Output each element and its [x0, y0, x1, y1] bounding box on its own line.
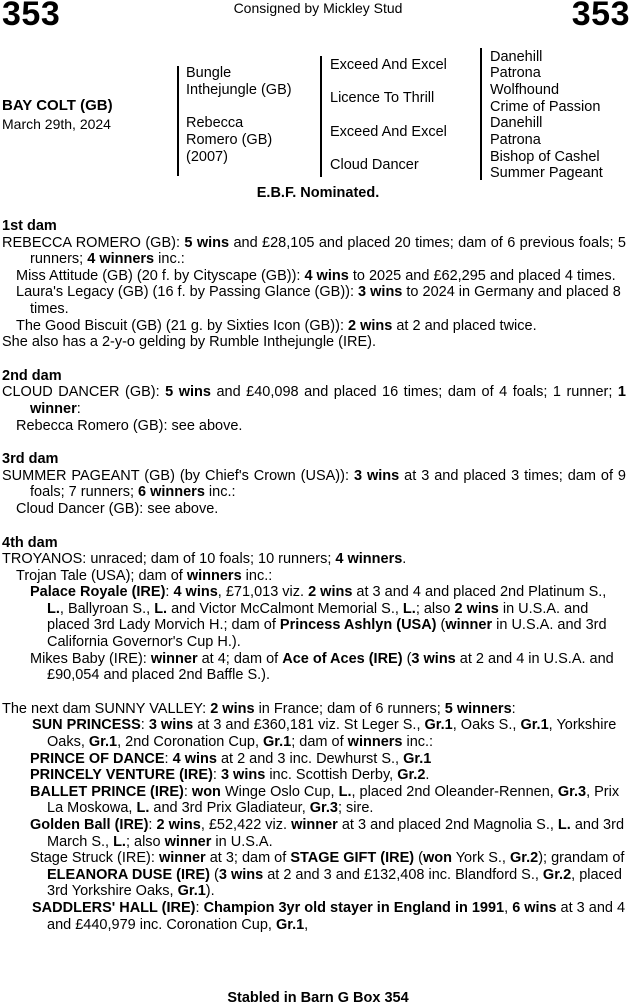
pedigree-gen3-4: Danehill [490, 115, 543, 131]
pedigree-gen3-7: Summer Pageant [490, 165, 603, 181]
family-entry: The Good Biscuit (GB) (21 g. by Sixties Icon (GB)): 2 wins at 2 and placed twice. [16, 317, 537, 334]
pedigree-dam-line-2: Romero (GB) [186, 132, 273, 148]
family-entry: Trojan Tale (USA); dam of winners inc.: [16, 567, 273, 584]
section-heading: 3rd dam [2, 451, 59, 468]
family-entry: BALLET PRINCE (IRE): won Winge Oslo Cup, L., placed 2nd Oleander-Rennen, Gr.3, Prix La Moskowa, L. and 3rd Prix Gladiateur, Gr.3; sire. [30, 783, 620, 817]
family-entry: Mikes Baby (IRE): winner at 4; dam of Ace of Aces (IRE) (3 wins at 2 and 4 in U.S.A. and £90,054 and placed 2nd Baffle S.). [30, 650, 614, 684]
family-entry: Laura's Legacy (GB) (16 f. by Passing Glance (GB)): 3 wins to 2024 in Germany and placed 8 times. [16, 284, 621, 317]
ebf-nomination: E.B.F. Nominated. [256, 185, 380, 201]
consignor: Consigned by Mickley Stud [233, 0, 403, 16]
lot-number-left: 353 [2, 0, 61, 33]
pedigree-gen3-2: Wolfhound [490, 82, 560, 98]
pedigree-dam-line-1: Rebecca [186, 115, 244, 131]
pedigree-bracket-1 [177, 66, 179, 176]
pedigree-gen3-5: Patrona [490, 132, 541, 148]
lot-number-right: 353 [571, 0, 630, 33]
horse-name: BAY COLT (GB) [2, 97, 113, 114]
pedigree-gen2-1: Licence To Thrill [330, 90, 435, 106]
family-entry: Golden Ball (IRE): 2 wins, £52,422 viz. winner at 3 and placed 2nd Magnolia S., L. and 3rd March S., L.; also winner in U.S.A. [30, 817, 625, 850]
pedigree-dam-line-3: (2007) [186, 149, 228, 165]
family-entry: PRINCE OF DANCE: 4 wins at 2 and 3 inc. Dewhurst S., Gr.1 [30, 750, 432, 767]
family-entry: SUN PRINCESS: 3 wins at 3 and £360,181 viz. St Leger S., Gr.1, Oaks S., Gr.1, Yorkshire Oaks, Gr.1, 2nd Coronation Cup, Gr.1; dam of winners inc.: [32, 717, 617, 751]
pedigree-gen3-1: Patrona [490, 65, 541, 81]
family-entry: She also has a 2-y-o gelding by Rumble Inthejungle (IRE). [2, 334, 376, 351]
pedigree-gen3-6: Bishop of Cashel [490, 149, 600, 165]
family-entry: The next dam SUNNY VALLEY: 2 wins in France; dam of 6 runners; 5 winners: [2, 700, 516, 717]
pedigree-bracket-2 [320, 56, 322, 177]
family-entry: SADDLERS' HALL (IRE): Champion 3yr old stayer in England in 1991, 6 wins at 3 and 4 and £440,979 inc. Coronation Cup, Gr.1, [32, 899, 626, 933]
stabled-location: Stabled in Barn G Box 354 [227, 990, 409, 1006]
family-entry: PRINCELY VENTURE (IRE): 3 wins inc. Scottish Derby, Gr.2. [30, 767, 430, 784]
family-entry: REBECCA ROMERO (GB): 5 wins and £28,105 and placed 20 times; dam of 6 previous foals; 5 runners; 4 winners inc.: [2, 234, 626, 268]
section-heading: 2nd dam [2, 367, 62, 384]
family-entry: Palace Royale (IRE): 4 wins, £71,013 viz. 2 wins at 3 and 4 and placed 2nd Platinum S., L., Ballyroan S., L. and Victor McCalmont Memorial S., L.; also 2 wins in U.S.A. and placed 3rd Lady Morvich H.; dam of Princess Ashlyn (USA) (winner in U.S.A. and 3rd California Governor's Cup H.). [30, 584, 607, 651]
section-heading: 1st dam [2, 218, 57, 234]
family-entry: CLOUD DANCER (GB): 5 wins and £40,098 and placed 16 times; dam of 4 foals; 1 runner; 1 winner: [2, 384, 626, 417]
pedigree-sire-line-1: Bungle [186, 65, 232, 81]
pedigree-bracket-3 [480, 48, 482, 180]
family-entry: Stage Struck (IRE): winner at 3; dam of STAGE GIFT (IRE) (won York S., Gr.2); grandam of ELEANORA DUSE (IRE) (3 wins at 2 and 3 and £132,408 inc. Blandford S., Gr.2, placed 3rd Yorkshire Oaks, Gr.1). [30, 850, 625, 900]
family-body [2, 218, 626, 933]
section-heading: 4th dam [2, 534, 58, 551]
pedigree-sire-line-2: Inthejungle (GB) [186, 82, 292, 98]
family-entry: Miss Attitude (GB) (20 f. by Cityscape (GB)): 4 wins to 2025 and £62,295 and placed 4 times. [16, 267, 616, 284]
section-gap [2, 684, 626, 701]
family-entry: Cloud Dancer (GB): see above. [16, 500, 219, 517]
pedigree-gen3-3: Crime of Passion [490, 99, 601, 115]
pedigree-gen2-2: Exceed And Excel [330, 124, 447, 140]
horse-foaled: March 29th, 2024 [2, 116, 111, 132]
family-entry: Rebecca Romero (GB): see above. [16, 417, 243, 434]
pedigree-gen3-0: Danehill [490, 49, 543, 65]
pedigree-gen2-3: Cloud Dancer [330, 157, 419, 173]
family-entry: SUMMER PAGEANT (GB) (by Chief's Crown (USA)): 3 wins at 3 and placed 3 times; dam of 9 foals; 7 runners; 6 winners inc.: [2, 467, 626, 501]
family-entry: TROYANOS: unraced; dam of 10 foals; 10 runners; 4 winners. [2, 551, 407, 568]
pedigree-gen2-0: Exceed And Excel [330, 57, 447, 73]
